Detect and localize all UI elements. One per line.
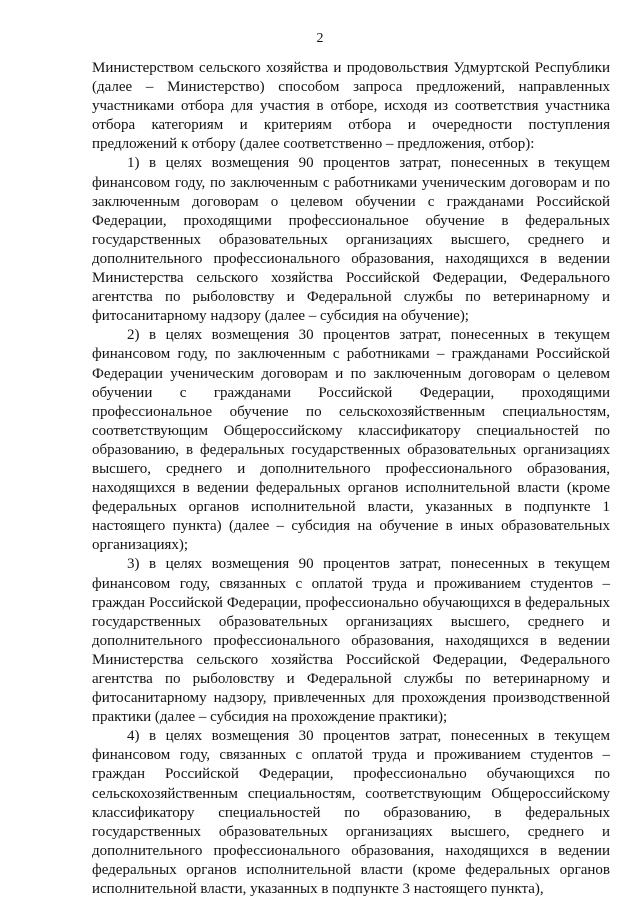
- paragraph-item-3: 3) в целях возмещения 90 процентов затрат, понесенных в текущем финансовом году, связанных с оплатой труда и проживанием студентов – граждан Российской Федерации, профессионально обучающихся в федеральных государственных образовательных организациях высшего, среднего и дополнительного профессионального образования, находящихся в ведении Министерства сельского хозяйства Российской Федерации, Федерального агентства по рыболовству и Федеральной службы по ветеринарному и фитосанитарному надзору, привлеченных для прохождения производственной практики (далее – субсидия на прохождение практики);: [92, 556, 610, 726]
- document-body: [92, 59, 610, 899]
- paragraph-item-2: 2) в целях возмещения 30 процентов затрат, понесенных в текущем финансовом году, по заключенным с работниками – гражданами Российской Федерации ученическим договорам и по заключенным договорам о целевом обучении с гражданами Российской Федерации, проходящими профессиональное обучение по сельскохозяйственным специальностям, соответствующим Общероссийскому классификатору специальностей по образованию, в федеральных государственных образовательных организациях высшего, среднего и дополнительного профессионального образования, находящихся в ведении федеральных органов исполнительной власти (кроме федеральных органов исполнительной власти, указанных в подпункте 1 настоящего пункта) (далее – субсидия на обучение в иных образовательных организациях);: [92, 327, 610, 554]
- page-number: 2: [316, 31, 324, 46]
- paragraph-continuation: Министерством сельского хозяйства и продовольствия Удмуртской Республики (далее – Министерство) способом запроса предложений, направленных участниками отбора для участия в отборе, исходя из соответствия участника отбора категориям и критериям отбора и очередности поступления предложений к отбору (далее соответственно – предложения, отбор):: [92, 60, 610, 153]
- paragraph-item-4: 4) в целях возмещения 30 процентов затрат, понесенных в текущем финансовом году, связанных с оплатой труда и проживанием студентов – граждан Российской Федерации, профессионально обучающихся по сельскохозяйственным специальностям, соответствующим Общероссийскому классификатору специальностей по образованию, в федеральных государственных образовательных организациях высшего, среднего и дополнительного профессионального образования, находящихся в ведении федеральных органов исполнительной власти (кроме федеральных органов исполнительной власти, указанных в подпункте 3 настоящего пункта),: [92, 728, 610, 898]
- paragraph-item-1: 1) в целях возмещения 90 процентов затрат, понесенных в текущем финансовом году, по заключенным с работниками ученическим договорам и по заключенным договорам о целевом обучении с гражданами Российской Федерации, проходящими профессиональное обучение в федеральных государственных образовательных организациях высшего, среднего и дополнительного профессионального образования, находящихся в ведении Министерства сельского хозяйства Российской Федерации, Федерального агентства по рыболовству и Федеральной службы по ветеринарному и фитосанитарному надзору (далее – субсидия на обучение);: [92, 155, 610, 325]
